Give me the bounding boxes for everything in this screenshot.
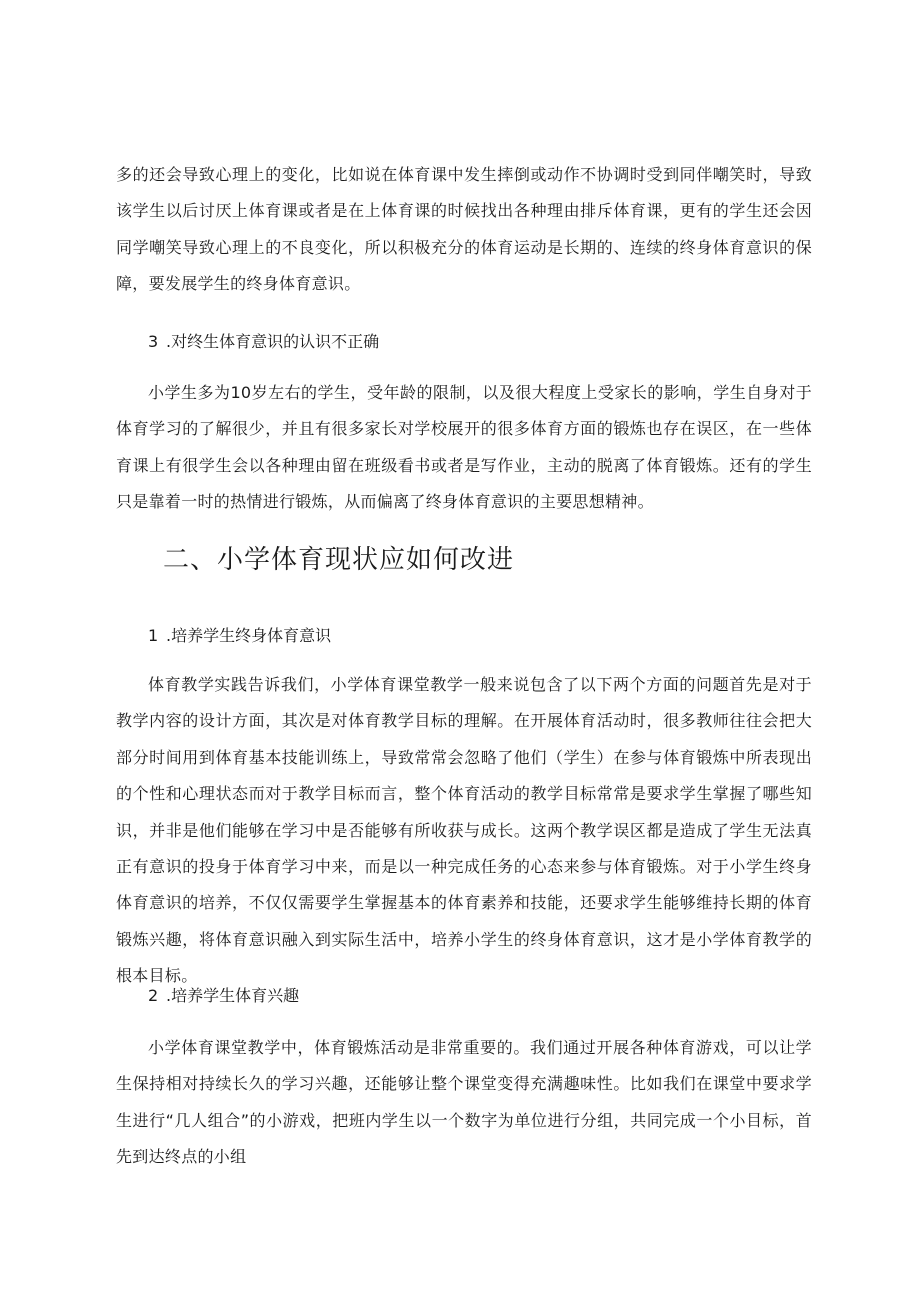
subheading-number: 3	[148, 332, 159, 351]
subheading-text: .培养学生终身体育意识	[166, 626, 332, 645]
paragraph-psychology: 多的还会导致心理上的变化，比如说在体育课中发生摔倒或动作不协调时受到同伴嘲笑时，导致该学生以后讨厌上体育课或者是在上体育课的时候找出各种理由排斥体育课，更有的学生还会因同学嘲笑导致心理上的不良变化，所以积极充分的体育运动是长期的、连续的终身体育意识的保障，要发展学生的终身体育意识。	[116, 165, 812, 294]
paragraph-lifelong-awareness: 体育教学实践告诉我们，小学体育课堂教学一般来说包含了以下两个方面的问题首先是对于教学内容的设计方面，其次是对体育教学目标的理解。在开展体育活动时，很多教师往往会把大部分时间用到体育基本技能训练上，导致常常会忽略了他们（学生）在参与体育锻炼中所表现出的个性和心理状态而对于教学目标而言，整个体育活动的教学目标常常是要求学生掌握了哪些知识，并非是他们能够在学习中是否能够有所收获与成长。这两个教学误区都是造成了学生无法真正有意识的投身于体育学习中来，而是以一种完成任务的心态来参与体育锻炼。对于小学生终身体育意识的培养，不仅仅需要学生掌握基本的体育素养和技能，还要求学生能够维持长期的体育锻炼兴趣，将体育意识融入到实际生活中，培养小学生的终身体育意识，这才是小学体育教学的根本目标。	[116, 675, 812, 986]
subheading-3	[148, 331, 379, 353]
paragraph-interest: 小学体育课堂教学中，体育锻炼活动是非常重要的。我们通过开展各种体育游戏，可以让学生保持相对持续长久的学习兴趣，还能够让整个课堂变得充满趣味性。比如我们在课堂中要求学生进行“几人组合”的小游戏，把班内学生以一个数字为单位进行分组，共同完成一个小目标，首先到达终点的小组	[116, 1038, 812, 1167]
subheading-2	[148, 985, 299, 1007]
subheading-text: .对终生体育意识的认识不正确	[166, 332, 380, 351]
subheading-number: 1	[148, 626, 159, 645]
subheading-number: 2	[148, 986, 159, 1005]
subheading-1	[148, 625, 331, 647]
section-heading: 二、小学体育现状应如何改进	[163, 545, 515, 575]
subheading-text: .培养学生体育兴趣	[166, 986, 300, 1005]
paragraph-misunderstanding: 小学生多为10岁左右的学生，受年龄的限制，以及很大程度上受家长的影响，学生自身对于体育学习的了解很少，并且有很多家长对学校展开的很多体育方面的锻炼也存在误区，在一些体育课上有很学生会以各种理由留在班级看书或者是写作业，主动的脱离了体育锻炼。还有的学生只是靠着一时的热情进行锻炼，从而偏离了终身体育意识的主要思想精神。	[116, 383, 812, 512]
